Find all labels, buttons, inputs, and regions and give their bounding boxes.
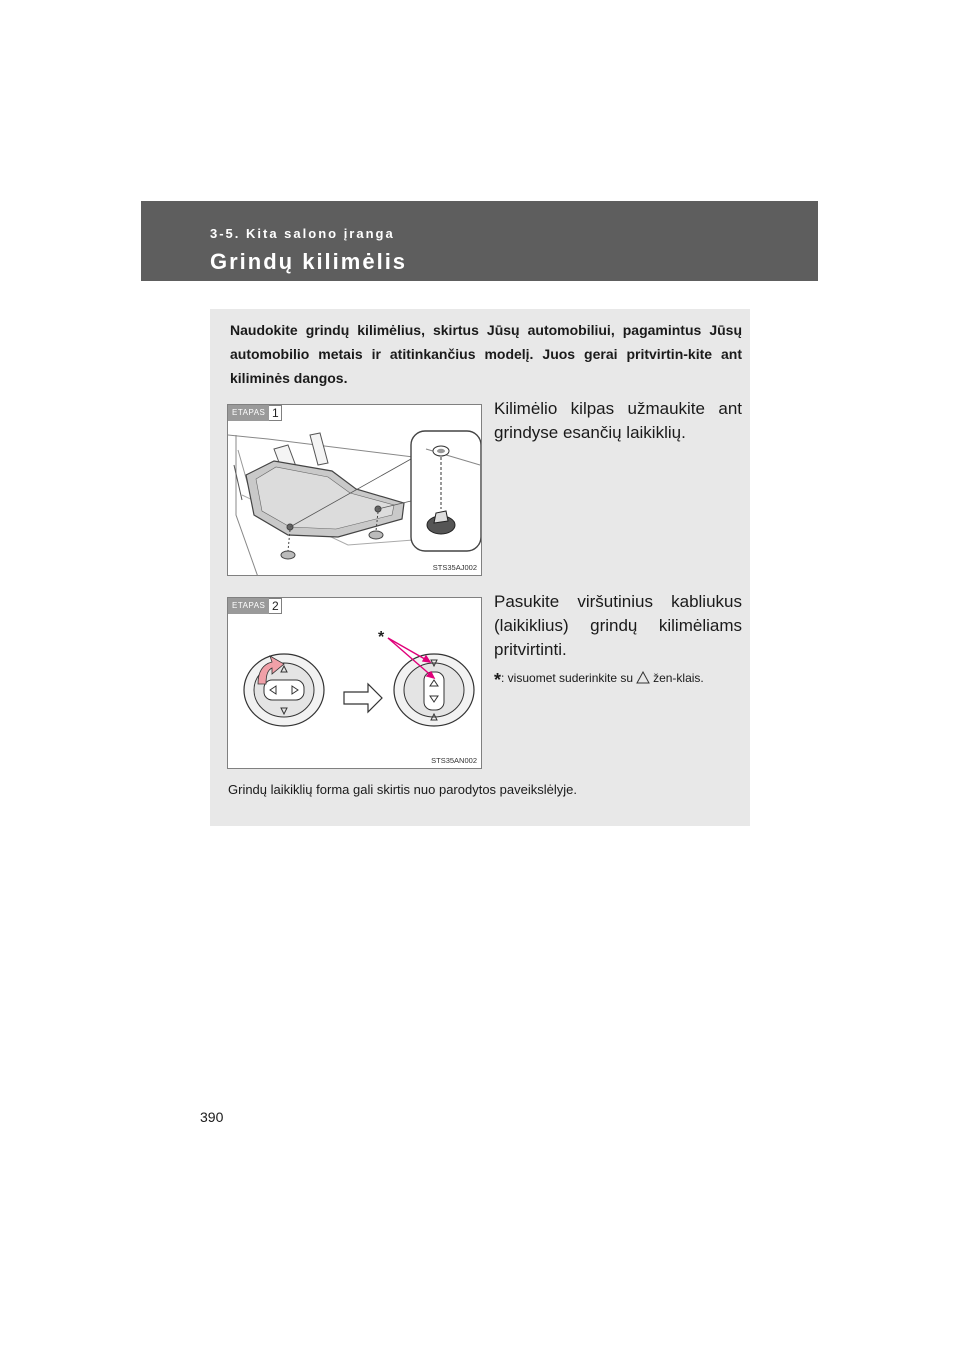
page-title: Grindų kilimėlis <box>210 249 408 274</box>
section-reference: 3-5. Kita salono įranga <box>210 226 395 241</box>
step-1-figure <box>227 404 482 576</box>
note-asterisk: * <box>494 670 502 690</box>
figure-asterisk: * <box>378 629 385 646</box>
alignment-note <box>494 668 742 690</box>
step-badge-number: 2 <box>269 598 282 614</box>
triangle-icon <box>636 670 650 690</box>
note-text-before: : visuomet suderinkite su <box>501 671 634 685</box>
step-2-figure <box>227 597 482 769</box>
figure-code: STS35AN002 <box>431 756 477 765</box>
step-1-text: Kilimėlio kilpas užmaukite ant grindyse esančių laikiklių. <box>494 399 742 442</box>
note-text-after: žen-klais. <box>653 671 704 685</box>
intro-text: Naudokite grindų kilimėlius, skirtus Jūsų automobiliui, pagamintus Jūsų automobilio metais ir atitinkančius modelį. Juos gerai pritvirtin-kite ant kiliminės dangos. <box>230 322 742 386</box>
step-2-badge <box>228 598 282 614</box>
step-badge-label: ETAPAS <box>228 405 269 421</box>
step-badge-label: ETAPAS <box>228 598 269 614</box>
step-badge-number: 1 <box>269 405 282 421</box>
step-1-badge <box>228 405 282 421</box>
hook-after <box>394 654 474 726</box>
hook-rotation-illustration <box>228 598 482 769</box>
footnote-text: Grindų laikiklių forma gali skirtis nuo parodytos paveikslėlyje. <box>228 782 577 797</box>
step-2-text: Pasukite viršutinius kabliukus (laikiklius) grindų kilimėliams pritvirtinti. <box>494 592 742 659</box>
arrow-right-icon <box>344 684 382 712</box>
figure-code: STS35AJ002 <box>432 563 477 572</box>
hook-before <box>244 654 324 726</box>
page-number: 390 <box>200 1109 224 1125</box>
floor-mat-illustration <box>228 405 482 576</box>
